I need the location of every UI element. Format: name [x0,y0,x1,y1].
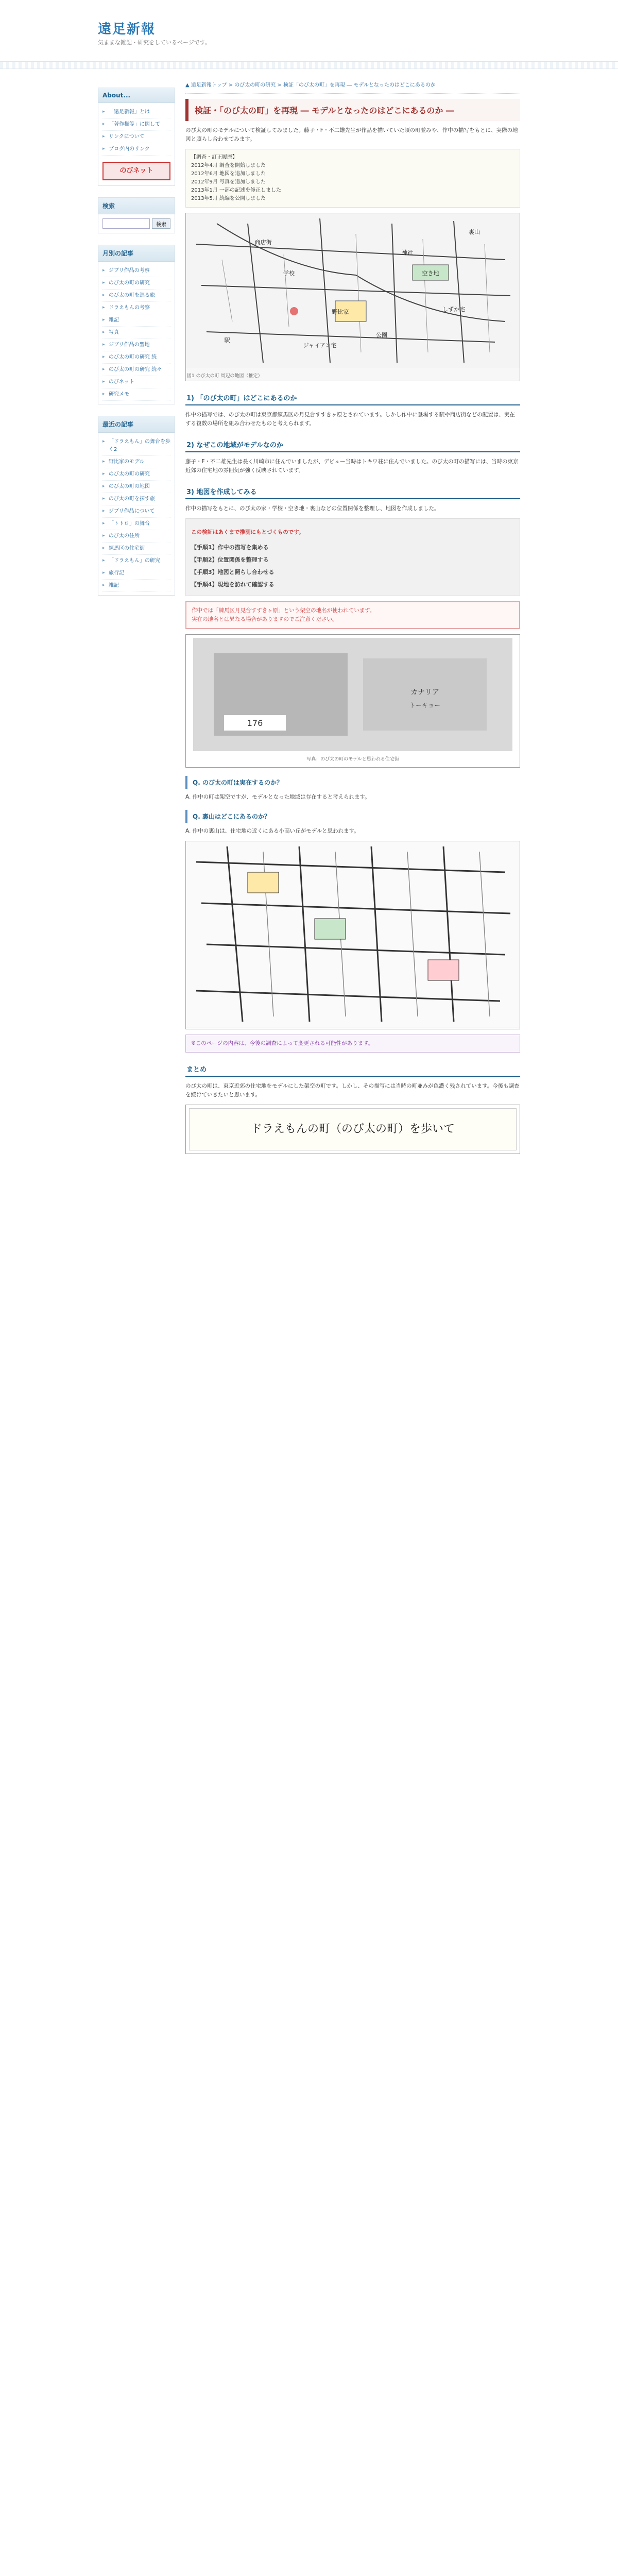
conclusion-text: のび太の町は、東京近郊の住宅地をモデルにした架空の町です。しかし、その描写には当時の町並みが色濃く残されています。今後も調査を続けていきたいと思います。 [185,1083,520,1098]
step-item: 【手順3】地図と照らし合わせる [191,569,274,575]
map-figure-2 [185,841,520,1029]
categories-2[interactable]: ▸ のび太の町を巡る旅 [102,290,170,302]
recent-9[interactable]: ▸ 「ドラえもん」の研究 [102,555,170,567]
recent-2[interactable]: ▸ のび太の町の研究 [102,468,170,481]
categories-0[interactable]: ▸ ジブリ作品の考察 [102,265,170,277]
revision-note-line: 2012年6月 地図を追加しました [191,171,266,177]
photo-sign-number: 176 [247,718,263,728]
photo-image [193,638,512,751]
purple-note: ※このページの内容は、今後の調査によって変更される可能性があります。 [191,1040,374,1046]
map-label: 裏山 [469,229,480,235]
map-label: 学校 [283,270,295,277]
section-text: 作中の描写をもとに、のび太の家・学校・空き地・裏山などの位置関係を整理し、地図を作成しました。 [185,505,440,512]
search-button[interactable]: 検索 [152,218,170,229]
recent-11[interactable]: ▸ 雑記 [102,580,170,592]
qa-answer: A. 作中の裏山は、住宅地の近くにある小高い丘がモデルと思われます。 [185,828,359,834]
qa-answer: A. 作中の町は架空ですが、モデルとなった地域は存在すると考えられます。 [185,794,370,800]
map-caption: 図1 のび太の町 周辺の地図（推定） [187,374,263,379]
map-label: 駅 [224,337,230,344]
red-note: 作中では「練馬区月見台すすきヶ原」という架空の地名が使われています。 [192,607,375,614]
photo-sign-text: カナリア [410,688,439,697]
revision-note-line: 2013年1月 一部の記述を修正しました [191,188,281,193]
categories-1[interactable]: ▸ のび太の町の研究 [102,277,170,290]
about-3[interactable]: ▸ ブログ内のリンク [102,143,170,156]
handwritten-text: ドラえもんの町（のび太の町）を歩いて [189,1108,517,1150]
map-label: 商店街 [254,239,272,246]
red-note-box [185,601,520,629]
purple-note-box [185,1035,520,1053]
categories-heading: 月別の記事 [98,245,175,262]
recent-6[interactable]: ▸ 「トトロ」の舞台 [102,518,170,530]
search-box [98,197,175,233]
categories-6[interactable]: ▸ ジブリ作品の聖地 [102,339,170,351]
site-description: 気ままな雑記・研究をしているページです。 [98,39,211,46]
map-figure [185,213,520,381]
revision-note-line: 2012年4月 調査を開始しました [191,163,266,168]
recent-0[interactable]: ▸ 「ドラえもん」の舞台を歩く2 [102,436,170,456]
step-item: 【手順2】位置関係を整理する [191,556,269,563]
recent-list [98,433,175,595]
about-2[interactable]: ▸ リンクについて [102,131,170,143]
section-text: 作中の描写では、のび太の町は東京都練馬区の月見台すすきヶ原とされています。しかし作中に登場する駅や商店街などの配置は、実在する複数の場所を組み合わせたものと考えられます。 [185,412,515,427]
recent-1[interactable]: ▸ 野比家のモデル [102,456,170,468]
categories-3[interactable]: ▸ ドラえもんの考察 [102,302,170,314]
map-label: 公園 [376,332,387,338]
recent-box [98,416,175,596]
conclusion-heading: まとめ [185,1062,520,1077]
revision-note [185,149,520,208]
categories-7[interactable]: ▸ のび太の町の研究 続 [102,351,170,364]
recent-heading: 最近の記事 [98,416,175,433]
about-1[interactable]: ▸ 「著作権等」に関して [102,118,170,131]
revision-note-line: 【調査・訂正履歴】 [191,155,237,160]
red-note: 実在の地名とは異なる場合がありますのでご注意ください。 [192,616,338,622]
recent-7[interactable]: ▸ のび太の住所 [102,530,170,543]
highlight-text: この検証はあくまで推測にもとづくものです。 [191,529,304,535]
categories-9[interactable]: ▸ のびネット [102,376,170,388]
categories-list [98,262,175,404]
photo-caption: 写真：のび太の町のモデルと思われる住宅街 [306,757,399,762]
about-heading: About... [98,88,175,103]
categories-box [98,245,175,404]
recent-8[interactable]: ▸ 練馬区の住宅街 [102,543,170,555]
site-title[interactable]: 遠足新報 [98,22,156,37]
photo-sign-subtext: トーキョー [409,702,441,709]
post-title: 検証・「のび太の町」を再現 ― モデルとなったのはどこにあるのか ― [185,99,520,121]
categories-5[interactable]: ▸ 写真 [102,327,170,339]
step-item: 【手順4】現地を訪れて確認する [191,581,274,588]
qa-question: Q. のび太の町は実在するのか？ [185,776,520,789]
revision-note-line: 2012年9月 写真を追加しました [191,179,266,185]
breadcrumb[interactable]: ▲ 遠足新報トップ > のび太の町の研究 > 検証「のび太の町」を再現 ― モデルとなったのはどこにあるのか [185,77,520,94]
recent-10[interactable]: ▸ 旅行記 [102,567,170,580]
search-heading: 検索 [98,198,175,214]
revision-note-line: 2013年5月 続編を公開しました [191,196,266,201]
town-map-2 [186,841,520,1027]
map-label: ジャイアン宅 [303,342,337,349]
banner[interactable]: のびネット [102,162,170,180]
photo-figure [185,634,520,768]
steps-box [185,518,520,596]
map-label: 神社 [402,249,413,256]
qa-question: Q. 裏山はどこにあるのか？ [185,810,520,823]
recent-5[interactable]: ▸ ジブリ作品について [102,505,170,518]
intro-text: のび太の町のモデルについて検証してみました。藤子・F・不二雄先生が作品を描いていた頃の町並みや、作中の描写をもとに、実際の地図と照らし合わせてみます。 [185,127,518,142]
categories-4[interactable]: ▸ 雑記 [102,314,170,327]
section-heading: 3) 地図を作成してみる [185,484,520,499]
header-band [0,62,618,69]
step-item: 【手順1】作中の描写を集める [191,544,269,551]
categories-10[interactable]: ▸ 研究メモ [102,388,170,401]
sidebar [98,88,175,607]
site-header [0,0,618,62]
section-text: 藤子・F・不二雄先生は長く川崎市に住んでいましたが、デビュー当時はトキワ荘に住んでいました。のび太の町の描写には、当時の東京近郊の住宅地の雰囲気が強く反映されています。 [185,459,519,473]
about-box [98,88,175,186]
map-label: 空き地 [422,270,439,277]
about-0[interactable]: ▸ 「遠足新報」とは [102,106,170,118]
section-heading: 2) なぜこの地域がモデルなのか [185,437,520,452]
section-heading: 1) 「のび太の町」はどこにあるのか [185,391,520,405]
handwritten-figure [185,1105,520,1154]
search-input[interactable] [102,218,150,229]
recent-3[interactable]: ▸ のび太の町の地図 [102,481,170,493]
map-label: しずか宅 [442,306,465,313]
town-map [186,213,520,368]
main-content [185,77,520,1159]
categories-8[interactable]: ▸ のび太の町の研究 続々 [102,364,170,376]
about-list [98,103,175,159]
map-label: 野比家 [332,309,349,315]
recent-4[interactable]: ▸ のび太の町を探す旅 [102,493,170,505]
